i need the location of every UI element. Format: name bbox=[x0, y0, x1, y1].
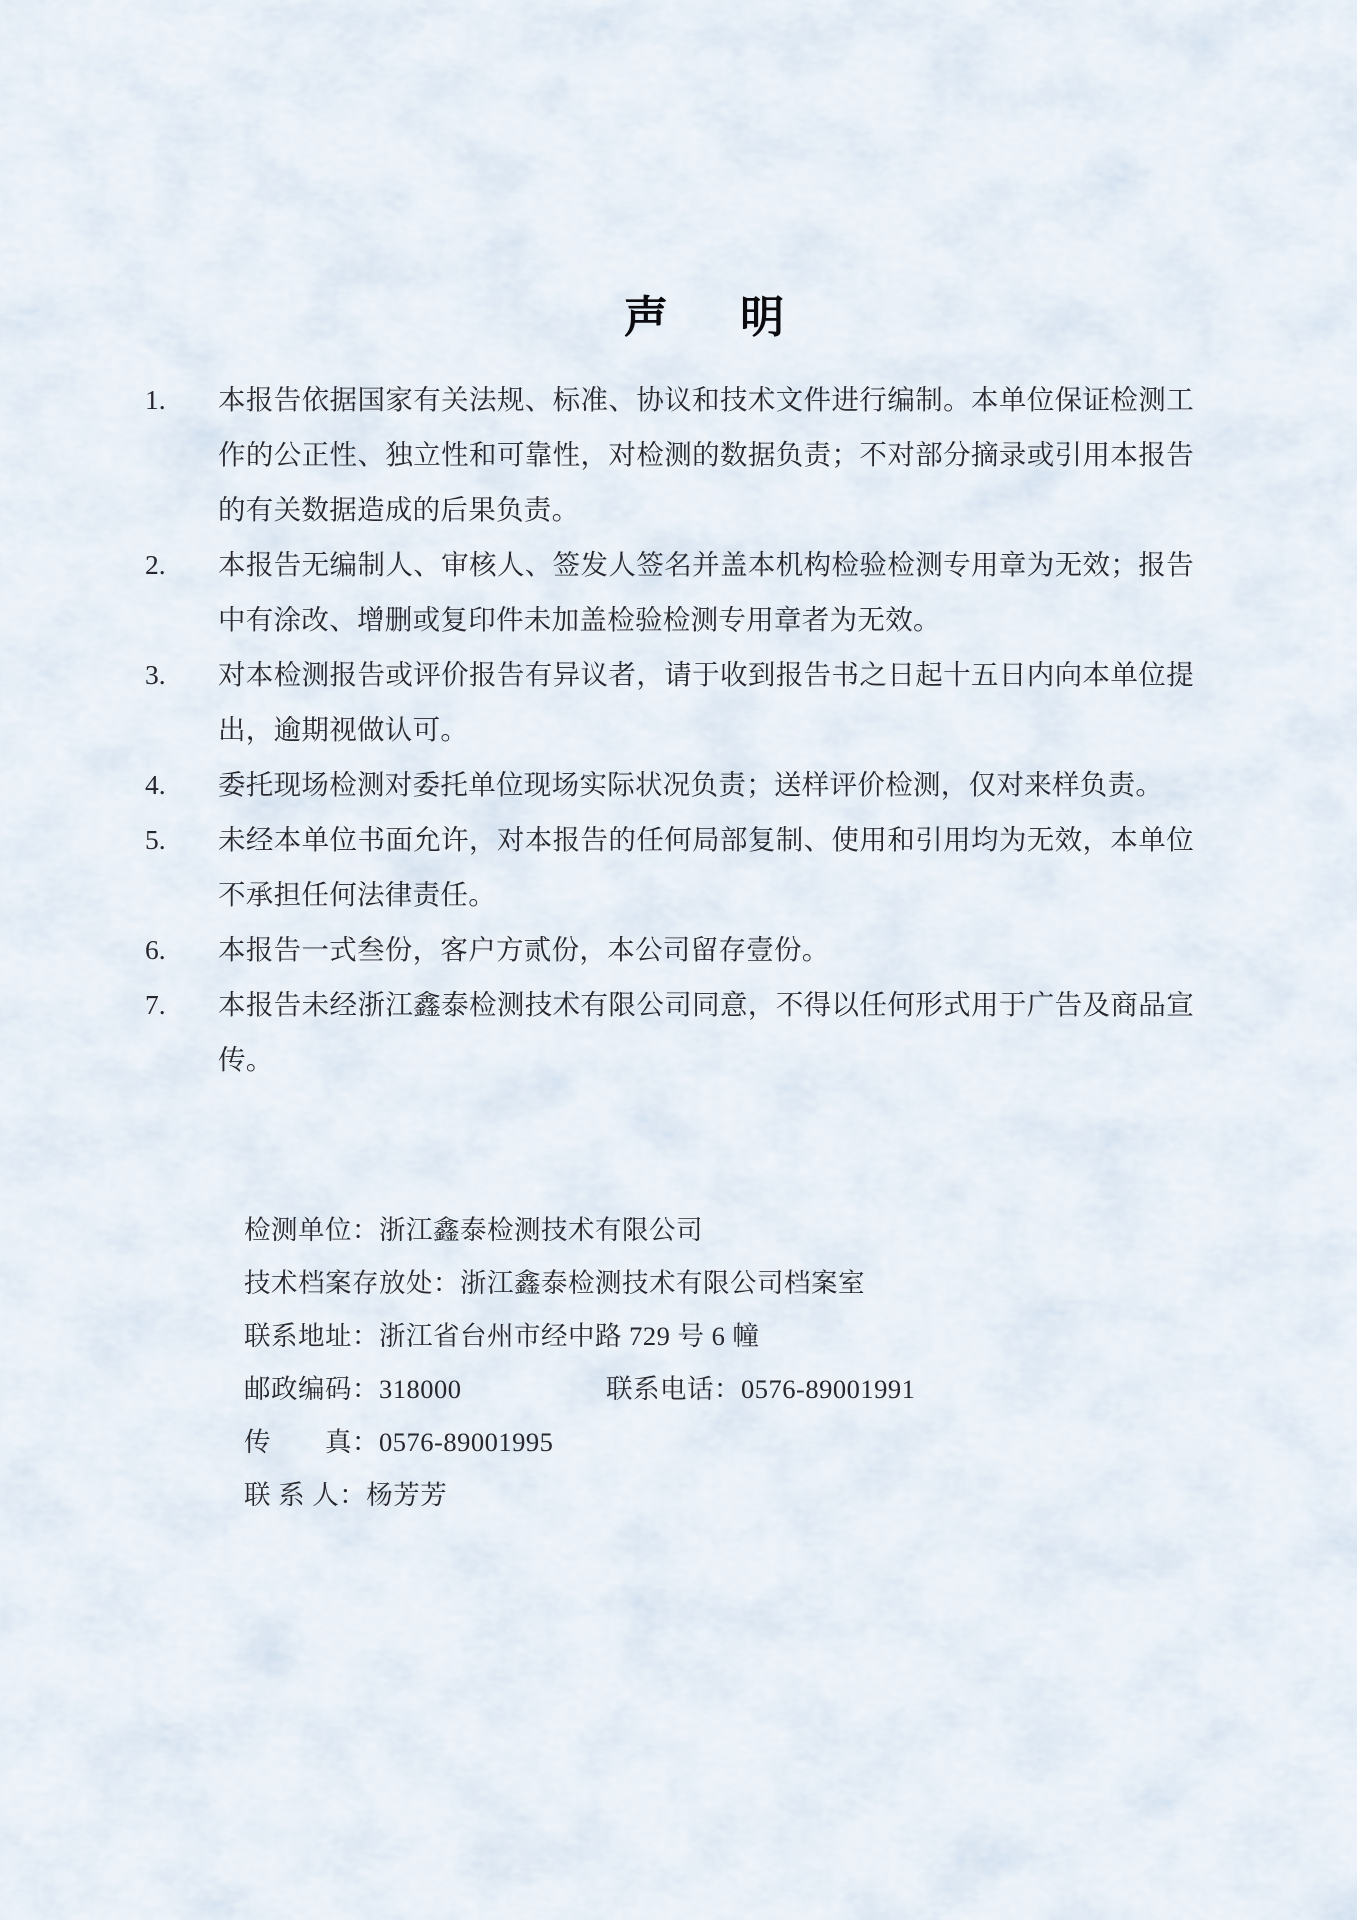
statement-item bbox=[145, 812, 1205, 922]
contact-row-fax bbox=[244, 1416, 915, 1469]
item-text: 本报告无编制人、审核人、签发人签名并盖本机构检验检测专用章为无效；报告中有涂改、增删或复印件未加盖检验检测专用章者为无效。 bbox=[218, 549, 1194, 635]
person-value: 杨芳芳 bbox=[366, 1480, 448, 1510]
statement-item bbox=[145, 922, 1205, 977]
item-text: 本报告依据国家有关法规、标准、协议和技术文件进行编制。本单位保证检测工作的公正性、独立性和可靠性，对检测的数据负责；不对部分摘录或引用本报告的有关数据造成的后果负责。 bbox=[218, 384, 1194, 525]
item-number: 5. bbox=[145, 824, 166, 855]
contact-row-unit bbox=[244, 1204, 915, 1257]
postal-value: 318000 bbox=[379, 1374, 462, 1404]
statement-item bbox=[145, 647, 1205, 757]
archive-value: 浙江鑫泰检测技术有限公司档案室 bbox=[460, 1268, 865, 1298]
item-text: 未经本单位书面允许，对本报告的任何局部复制、使用和引用均为无效，本单位不承担任何法律责任。 bbox=[218, 824, 1194, 910]
address-value: 浙江省台州市经中路 729 号 6 幢 bbox=[379, 1321, 760, 1351]
postal-label: 邮政编码： bbox=[244, 1374, 379, 1404]
fax-value: 0576-89001995 bbox=[379, 1427, 554, 1457]
unit-label: 检测单位： bbox=[244, 1215, 379, 1245]
phone-value: 0576-89001991 bbox=[741, 1374, 916, 1404]
contact-block bbox=[244, 1204, 915, 1522]
phone-column bbox=[606, 1363, 915, 1416]
contact-row-person bbox=[244, 1469, 915, 1522]
unit-value: 浙江鑫泰检测技术有限公司 bbox=[379, 1215, 703, 1245]
item-text: 委托现场检测对委托单位现场实际状况负责；送样评价检测，仅对来样负责。 bbox=[218, 769, 1164, 800]
statement-item bbox=[145, 757, 1205, 812]
item-text: 本报告一式叁份，客户方贰份，本公司留存壹份。 bbox=[218, 934, 830, 965]
item-text: 本报告未经浙江鑫泰检测技术有限公司同意，不得以任何形式用于广告及商品宣传。 bbox=[218, 989, 1194, 1075]
address-label: 联系地址： bbox=[244, 1321, 379, 1351]
item-number: 6. bbox=[145, 934, 166, 965]
postal-column bbox=[244, 1363, 606, 1416]
statement-list bbox=[145, 372, 1205, 1087]
page-title: 声 明 bbox=[623, 293, 799, 342]
item-text: 对本检测报告或评价报告有异议者，请于收到报告书之日起十五日内向本单位提出，逾期视做认可。 bbox=[218, 659, 1194, 745]
statement-item bbox=[145, 372, 1205, 537]
phone-label: 联系电话： bbox=[606, 1374, 741, 1404]
statement-item bbox=[145, 977, 1205, 1087]
contact-row-address bbox=[244, 1310, 915, 1363]
fax-label: 传 真： bbox=[244, 1427, 379, 1457]
item-number: 7. bbox=[145, 989, 166, 1020]
person-label: 联 系 人： bbox=[244, 1480, 367, 1510]
statement-item bbox=[145, 537, 1205, 647]
contact-row-archive bbox=[244, 1257, 915, 1310]
archive-label: 技术档案存放处： bbox=[244, 1268, 460, 1298]
item-number: 2. bbox=[145, 549, 166, 580]
item-number: 3. bbox=[145, 659, 166, 690]
contact-row-postal-phone bbox=[244, 1363, 915, 1416]
item-number: 1. bbox=[145, 384, 166, 415]
item-number: 4. bbox=[145, 769, 166, 800]
